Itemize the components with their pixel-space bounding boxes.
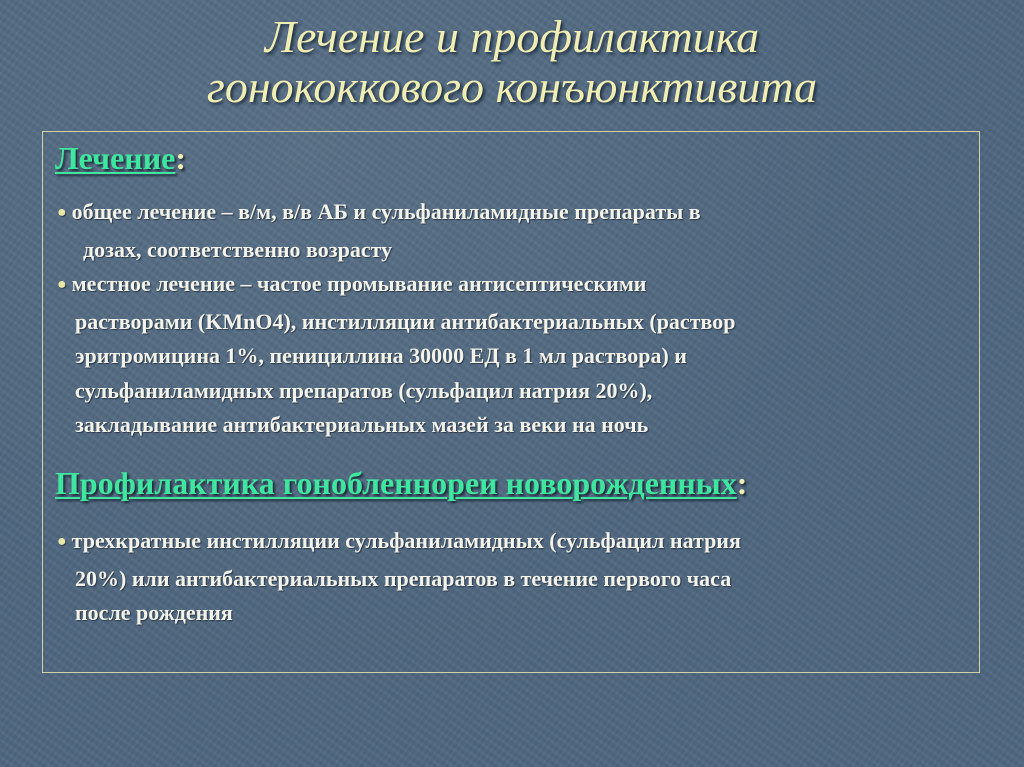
slide-title-line-2: гонококкового конъюнктивита xyxy=(206,61,818,112)
bullet-icon: ● xyxy=(57,533,67,550)
prevention-bullet-1-line-1 xyxy=(57,524,967,562)
treatment-bullet-1-line-2: дозах, соответственно возрасту xyxy=(83,236,393,262)
bullet-text: трехкратные инстилляции сульфаниламидных (сульфацил натрия xyxy=(71,528,741,553)
prevention-heading xyxy=(55,465,747,501)
bullet-text: общее лечение – в/м, в/в АБ и сульфаниламидные препараты в xyxy=(71,199,701,224)
treatment-bullet-2-line-3: эритромицина 1%, пенициллина 30000 ЕД в 1 мл раствора) и xyxy=(75,343,687,368)
treatment-bullet-2-line-4: сульфаниламидных препаратов (сульфацил натрия 20%), xyxy=(75,377,653,403)
bullet-text: местное лечение – частое промывание антисептическими xyxy=(71,271,647,296)
treatment-bullet-2-line-1 xyxy=(57,267,967,305)
slide-title xyxy=(0,12,1024,112)
prevention-heading-colon: : xyxy=(736,465,748,501)
treatment-bullets xyxy=(57,195,967,443)
prevention-bullets xyxy=(57,524,967,631)
prevention-heading-text: Профилактика гонобленнореи новорожденных xyxy=(55,465,737,501)
treatment-bullet-2-line-5: закладывание антибактериальных мазей за веки на ночь xyxy=(75,412,649,437)
slide-title-line-1: Лечение и профилактика xyxy=(264,11,760,62)
treatment-heading xyxy=(55,140,186,176)
treatment-heading-text: Лечение xyxy=(55,140,176,176)
bullet-icon: ● xyxy=(57,276,67,293)
bullet-icon: ● xyxy=(57,204,67,221)
treatment-bullet-2-line-2: растворами (KMnO4), инстилляции антибактериальных (раствор xyxy=(75,308,736,334)
prevention-bullet-1-line-3: после рождения xyxy=(75,600,233,625)
content-panel xyxy=(42,131,980,673)
treatment-bullet-1-line-1 xyxy=(57,195,967,233)
treatment-heading-colon: : xyxy=(175,140,187,176)
prevention-bullet-1-line-2: 20%) или антибактериальных препаратов в течение первого часа xyxy=(75,565,732,591)
